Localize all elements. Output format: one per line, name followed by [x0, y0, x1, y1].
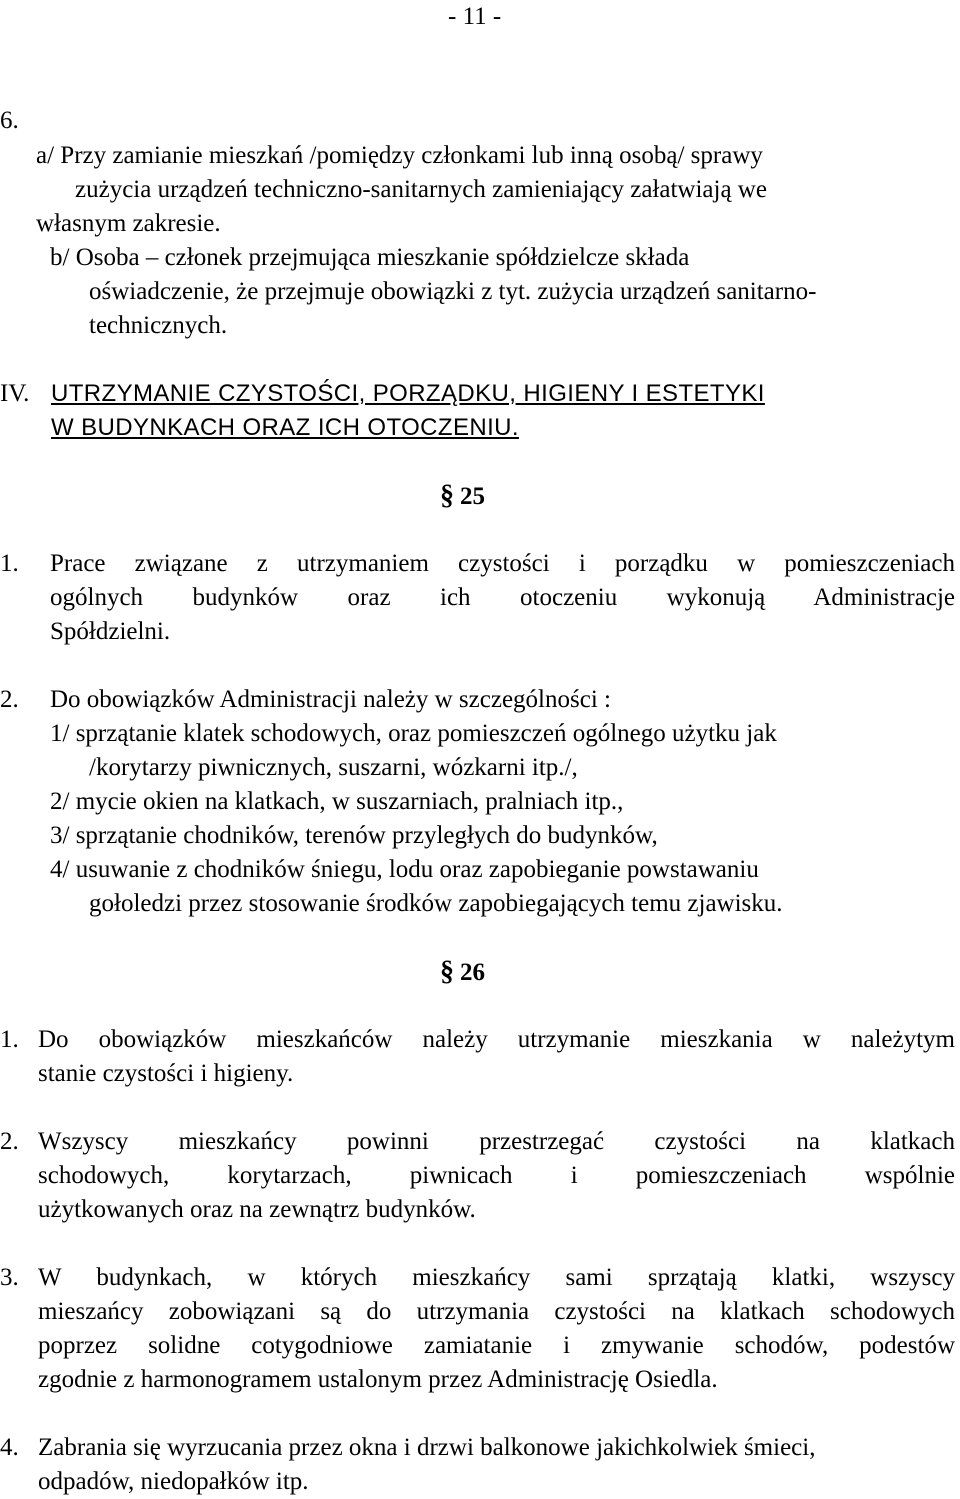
item-b-line-3: technicznych. — [89, 312, 228, 339]
section-6-number: 6. — [0, 107, 19, 134]
page-number: - 11 - — [448, 3, 502, 30]
p26-item-4-line-1: Zabrania się wyrzucania przez okna i drzwi balkonowe jakichkolwiek śmieci, — [38, 1434, 816, 1461]
p26-item-3-line-3: poprzez solidne cotygodniowe zamiatanie i zmywanie schodów, podestów — [38, 1332, 955, 1359]
paragraph-26-number: 26 — [460, 959, 485, 986]
duty-3: 3/ sprzątanie chodników, terenów przyległych do budynków, — [50, 822, 658, 849]
paragraph-25-heading — [440, 479, 485, 514]
item-b-line-1: b/ Osoba – członek przejmująca mieszkanie spółdzielcze składa — [50, 244, 690, 271]
p26-item-2-line-1: Wszyscy mieszkańcy powinni przestrzegać czystości na klatkach — [38, 1128, 955, 1155]
duty-2: 2/ mycie okien na klatkach, w suszarniach, pralniach itp., — [50, 788, 624, 815]
chapter-title-line-1: UTRZYMANIE CZYSTOŚCI, PORZĄDKU, HIGIENY I ESTETYKI — [51, 380, 765, 407]
duty-4-line-2: gołoledzi przez stosowanie środków zapobiegających temu zjawisku. — [89, 890, 783, 917]
duty-4-line-1: 4/ usuwanie z chodników śniegu, lodu oraz zapobieganie powstawaniu — [50, 856, 759, 883]
duty-1-line-1: 1/ sprzątanie klatek schodowych, oraz pomieszczeń ogólnego użytku jak — [50, 720, 777, 747]
p26-item-1-number: 1. — [0, 1026, 19, 1053]
paragraph-25-number: 25 — [460, 483, 485, 510]
p26-item-2-line-2: schodowych, korytarzach, piwnicach i pomieszczeniach wspólnie — [38, 1162, 955, 1189]
chapter-number: IV. — [0, 380, 30, 407]
p26-item-2-line-3: użytkowanych oraz na zewnątrz budynków. — [38, 1196, 476, 1223]
p26-item-3-number: 3. — [0, 1264, 19, 1291]
item-a-line-3: własnym zakresie. — [36, 210, 221, 237]
item-a-line-1: a/ Przy zamianie mieszkań /pomiędzy członkami lub inną osobą/ sprawy — [36, 142, 763, 169]
p26-item-2-number: 2. — [0, 1128, 19, 1155]
p25-item-1-number: 1. — [0, 550, 19, 577]
p26-item-4-line-2: odpadów, niedopałków itp. — [38, 1468, 309, 1495]
p26-item-1-line-1: Do obowiązków mieszkańców należy utrzymanie mieszkania w należytym — [38, 1026, 955, 1053]
item-a-line-2: zużycia urządzeń techniczno-sanitarnych zamieniający załatwiają we — [75, 176, 767, 203]
p26-item-1-line-2: stanie czystości i higieny. — [38, 1060, 294, 1087]
p25-item-2-line-1: Do obowiązków Administracji należy w szczególności : — [50, 686, 611, 713]
section-sign: § — [440, 480, 454, 511]
duty-1-line-2: /korytarzy piwnicznych, suszarni, wózkarni itp./, — [89, 754, 578, 781]
item-b-line-2: oświadczenie, że przejmuje obowiązki z tyt. zużycia urządzeń sanitarno- — [89, 278, 817, 305]
p26-item-4-number: 4. — [0, 1434, 19, 1461]
p26-item-3-line-1: W budynkach, w których mieszkańcy sami sprzątają klatki, wszyscy — [38, 1264, 955, 1291]
p25-item-1-line-3: Spółdzielni. — [50, 618, 171, 645]
p26-item-3-line-4: zgodnie z harmonogramem ustalonym przez Administrację Osiedla. — [38, 1366, 718, 1393]
section-sign: § — [440, 956, 454, 987]
p25-item-1-line-2: ogólnych budynków oraz ich otoczeniu wykonują Administracje — [50, 584, 955, 611]
paragraph-26-heading — [440, 955, 485, 990]
p25-item-1-line-1: Prace związane z utrzymaniem czystości i porządku w pomieszczeniach — [50, 550, 955, 577]
p26-item-3-line-2: mieszańcy zobowiązani są do utrzymania czystości na klatkach schodowych — [38, 1298, 955, 1325]
p25-item-2-number: 2. — [0, 686, 19, 713]
chapter-title-line-2: W BUDYNKACH ORAZ ICH OTOCZENIU. — [51, 414, 519, 441]
